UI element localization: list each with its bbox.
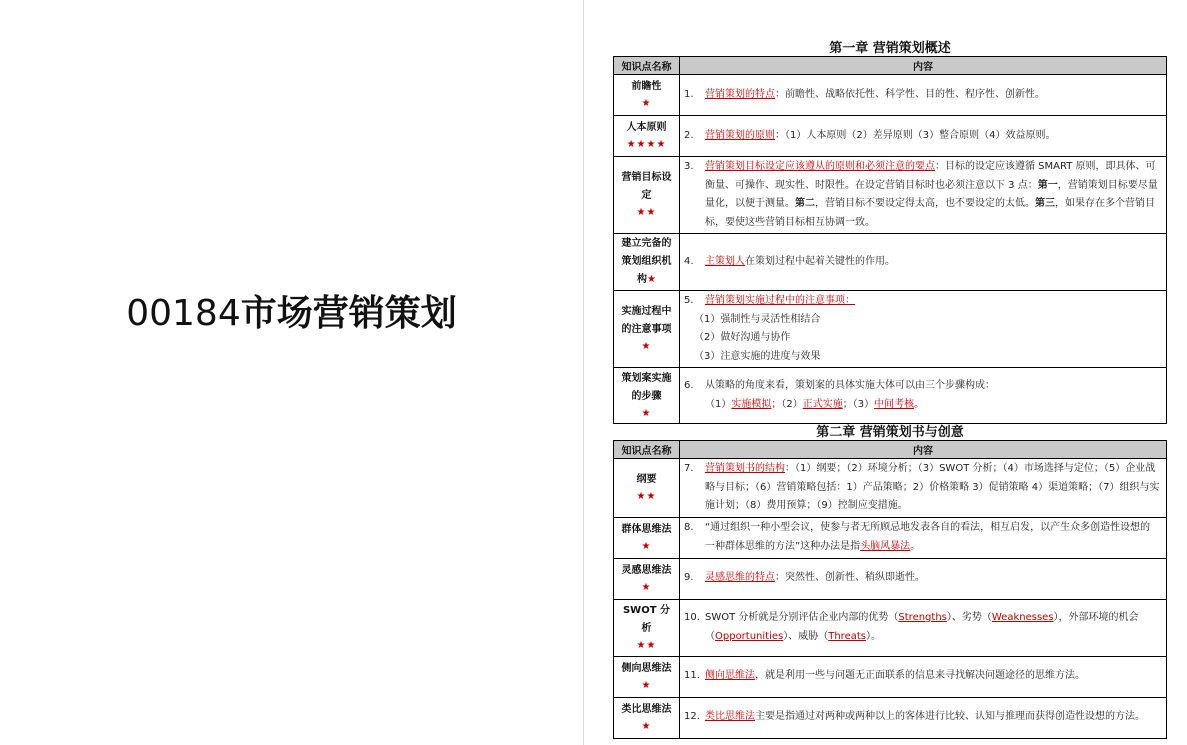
knowledge-point-content: 5. 营销策划实施过程中的注意事项： （1）强制性与灵活性相结合 （2）做好沟通与协作 （3）注意实施的进度与效果 — [680, 291, 1167, 368]
knowledge-point-name: 类比思维法 ★ — [614, 697, 680, 738]
knowledge-point-name: 灵感思维法 ★ — [614, 558, 680, 599]
key-term: Opportunities — [715, 630, 784, 642]
key-term: 营销策划实施过程中的注意事项： — [705, 295, 855, 306]
key-term: 营销策划目标设定应该遵从的原则和必须注意的要点 — [705, 161, 935, 172]
key-term: 实施模拟 — [731, 398, 772, 410]
table-row — [614, 599, 1167, 656]
knowledge-point-name: 前瞻性 ★ — [614, 75, 680, 116]
knowledge-point-name: SWOT 分 析 ★★ — [614, 599, 680, 656]
knowledge-point-content: 8. “通过组织一种小型会议，使参与者无所顾忌地发表各自的看法，相互启发，以产生众多创造性设想的一种群体思维的方法”这种办法是指头脑风暴法。 — [680, 517, 1167, 558]
knowledge-point-content: 3. 营销策划目标设定应该遵从的原则和必须注意的要点：目标的设定应该遵循 SMART 原则，即具体、可衡量、可操作、现实性、时限性。在设定营销目标时也必须注意以下 3 点：第一，营销策划目标要尽量量化，以便于测量。第二，营销目标不要设定得太高，也不要设定的太低。第三，如果存在多个营销目标，要使这些营销目标相互协调一致。 — [680, 157, 1167, 234]
key-term: 营销策划书的结构 — [705, 463, 785, 474]
knowledge-point-content: 1. 营销策划的特点：前瞻性、战略依托性、科学性、目的性、程序性、创新性。 — [680, 75, 1167, 116]
key-term: 头脑风暴法 — [860, 540, 911, 552]
knowledge-point-content: 2. 营销策划的原则：（1）人本原则（2）差异原则（3）整合原则（4）效益原则。 — [680, 116, 1167, 157]
importance-stars: ★★ — [636, 207, 657, 218]
table-header — [614, 441, 1167, 459]
key-term: 灵感思维的特点 — [705, 572, 775, 584]
importance-stars: ★★★★ — [626, 139, 667, 150]
chapter-1-table — [613, 56, 1167, 424]
knowledge-point-name: 人本原则 ★★★★ — [614, 116, 680, 157]
importance-stars: ★ — [641, 341, 652, 352]
key-term: Threats — [828, 630, 866, 642]
list-item: （3）注意实施的进度与效果 — [694, 350, 821, 362]
knowledge-point-name: 群体思维法 ★ — [614, 517, 680, 558]
table-row — [614, 697, 1167, 738]
course-name: 市场营销策划 — [240, 293, 457, 334]
header-content: 内容 — [680, 57, 1167, 75]
table-row — [614, 368, 1167, 424]
knowledge-point-name: 侧向思维法 ★ — [614, 656, 680, 697]
importance-stars: ★★ — [636, 490, 657, 502]
list-item: （1）强制性与灵活性相结合 — [694, 313, 821, 325]
key-term: 主策划人 — [705, 255, 745, 267]
header-content: 内容 — [680, 441, 1167, 459]
chapter-2-table — [613, 440, 1167, 739]
knowledge-point-content: 7. 营销策划书的结构：（1）纲要；（2）环境分析；（3）SWOT 分析；（4）市场选择与定位；（5）企业战略与目标；（6）营销策略包括：1）产品策略；2）价格策略 3）促销策略 4）渠道策略；（7）组织与实施计划；（8）费用预算；（9）控制应变措施。 — [680, 459, 1167, 518]
key-term: 侧向思维法 — [705, 670, 755, 682]
table-row — [614, 517, 1167, 558]
key-term: 正式实施 — [802, 398, 843, 410]
knowledge-point-content: 10. SWOT 分析就是分别评估企业内部的优势（Strengths）、劣势（Weaknesses），外部环境的机会（Opportunities）、威胁（Threats）。 — [680, 599, 1167, 656]
key-term: 中间考核 — [874, 398, 915, 410]
table-row — [614, 234, 1167, 291]
importance-stars: ★ — [641, 720, 652, 732]
table-header — [614, 57, 1167, 75]
knowledge-point-content: 12. 类比思维法主要是指通过对两种或两种以上的客体进行比较、认知与推理而获得创造性设想的方法。 — [680, 697, 1167, 738]
key-term: 类比思维法 — [705, 711, 755, 723]
list-item: （2）做好沟通与协作 — [694, 332, 791, 343]
importance-stars: ★ — [641, 540, 652, 552]
header-name: 知识点名称 — [614, 57, 680, 75]
key-term: 营销策划的原则 — [705, 129, 775, 141]
course-code: 00184 — [126, 293, 241, 334]
importance-stars: ★ — [641, 581, 652, 593]
chapter-1-title: 第一章 营销策划概述 — [829, 41, 951, 56]
cover-title — [0, 285, 583, 336]
cover-page — [0, 0, 583, 745]
knowledge-point-content: 4. 主策划人在策划过程中起着关键性的作用。 — [680, 234, 1167, 291]
key-term: 营销策划的特点 — [705, 88, 775, 100]
key-term: Strengths — [898, 612, 947, 623]
knowledge-point-name: 策划案实施 的步骤 ★ — [614, 368, 680, 424]
chapter-2-title: 第二章 营销策划书与创意 — [816, 425, 964, 440]
knowledge-point-content: 11. 侧向思维法，就是利用一些与问题无正面联系的信息来寻找解决问题途径的思维方法。 — [680, 656, 1167, 697]
importance-stars: ★ — [641, 407, 652, 419]
table-row — [614, 459, 1167, 518]
table-row — [614, 656, 1167, 697]
knowledge-point-content: 6. 从策略的角度来看，策划案的具体实施大体可以由三个步骤构成： （1）实施模拟；（2）正式实施；（3）中间考核。 — [680, 368, 1167, 424]
importance-stars: ★ — [647, 274, 656, 285]
header-name: 知识点名称 — [614, 441, 680, 459]
knowledge-point-content: 9. 灵感思维的特点：突然性、创新性、稍纵即逝性。 — [680, 558, 1167, 599]
table-row — [614, 291, 1167, 368]
table-row — [614, 157, 1167, 234]
knowledge-point-name: 营销目标设 定 ★★ — [614, 157, 680, 234]
knowledge-point-name: 实施过程中 的注意事项 ★ — [614, 291, 680, 368]
table-row — [614, 558, 1167, 599]
table-row — [614, 116, 1167, 157]
importance-stars: ★ — [641, 679, 652, 691]
knowledge-point-name: 建立完备的 策划组织机 构★ — [614, 234, 680, 291]
table-row — [614, 75, 1167, 116]
importance-stars: ★ — [641, 98, 652, 109]
key-term: Weaknesses — [991, 612, 1054, 623]
knowledge-point-name: 纲要 ★★ — [614, 459, 680, 518]
importance-stars: ★★ — [636, 639, 657, 651]
